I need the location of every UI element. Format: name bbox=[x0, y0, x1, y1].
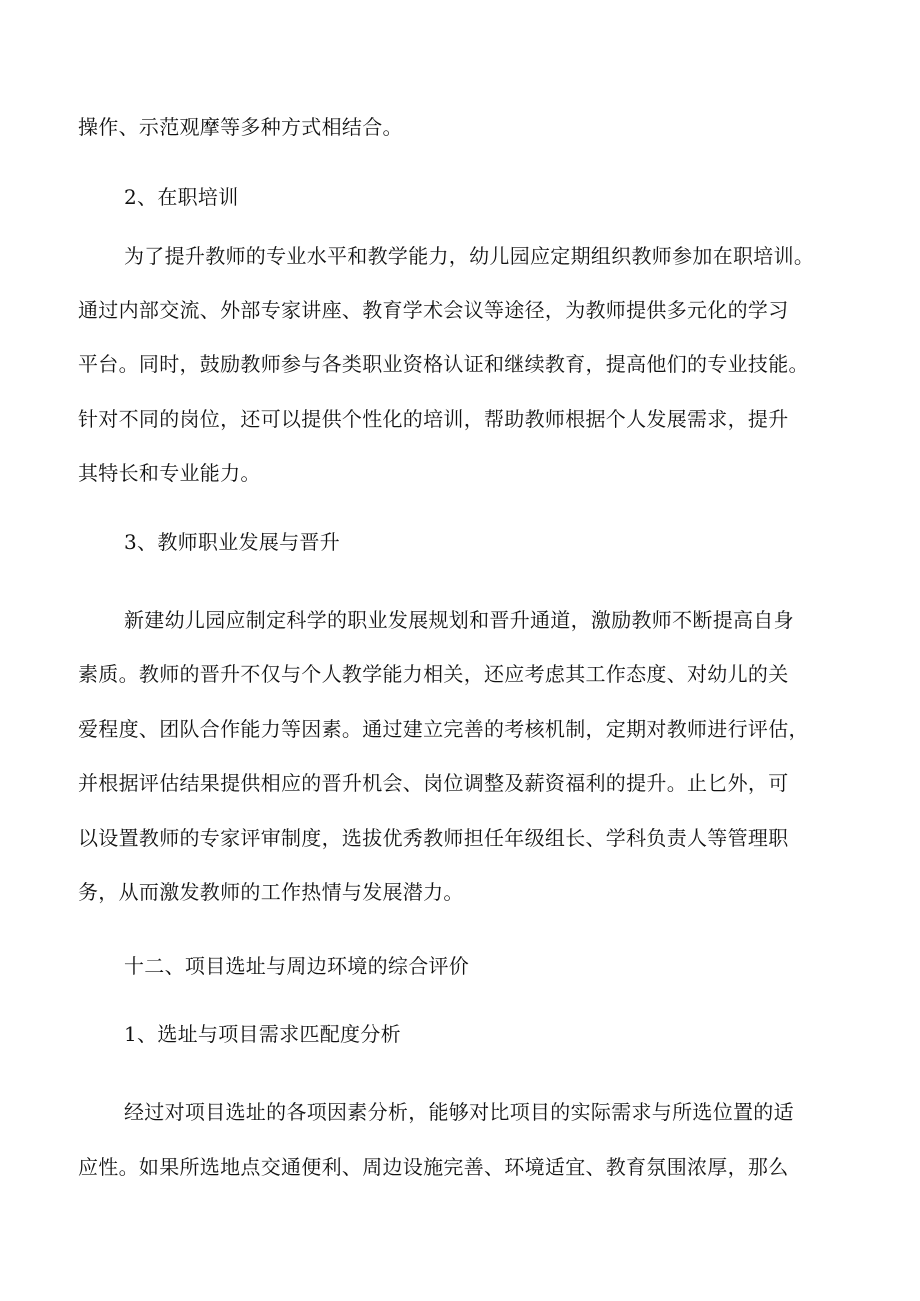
paragraph-line: 其特长和专业能力。 bbox=[78, 461, 261, 485]
section-heading-career-development: 3、教师职业发展与晋升 bbox=[124, 530, 341, 554]
chapter-heading-site-evaluation: 十二、项目选址与周边环境的综合评价 bbox=[124, 954, 470, 978]
section-heading-site-match-analysis: 1、选址与项目需求匹配度分析 bbox=[124, 1022, 401, 1046]
paragraph-line: 爱程度、团队合作能力等因素。通过建立完善的考核机制，定期对教师进行评估， bbox=[78, 717, 809, 741]
paragraph-line: 素质。教师的晋升不仅与个人教学能力相关，还应考虑其工作态度、对幼儿的关 bbox=[78, 662, 789, 686]
paragraph-line: 通过内部交流、外部专家讲座、教育学术会议等途径，为教师提供多元化的学习 bbox=[78, 298, 789, 322]
paragraph-line: 平台。同时，鼓励教师参与各类职业资格认证和继续教育，提高他们的专业技能。 bbox=[78, 352, 809, 376]
paragraph-line: 以设置教师的专家评审制度，选拔优秀教师担任年级组长、学科负责人等管理职 bbox=[78, 826, 789, 850]
paragraph-continuation-line: 操作、示范观摩等多种方式相结合。 bbox=[78, 115, 403, 139]
paragraph-line: 经过对项目选址的各项因素分析，能够对比项目的实际需求与所选位置的适 bbox=[124, 1100, 794, 1124]
paragraph-line: 务，从而激发教师的工作热情与发展潜力。 bbox=[78, 880, 464, 904]
section-heading-in-service-training: 2、在职培训 bbox=[124, 185, 239, 209]
paragraph-line: 并根据评估结果提供相应的晋升机会、岗位调整及薪资福利的提升。止匕外，可 bbox=[78, 771, 789, 795]
paragraph-line: 为了提升教师的专业水平和教学能力，幼儿园应定期组织教师参加在职培训。 bbox=[124, 244, 815, 268]
paragraph-line: 新建幼儿园应制定科学的职业发展规划和晋升通道，激励教师不断提高自身 bbox=[124, 608, 794, 632]
paragraph-line: 针对不同的岗位，还可以提供个性化的培训，帮助教师根据个人发展需求，提升 bbox=[78, 407, 789, 431]
paragraph-line: 应性。如果所选地点交通便利、周边设施完善、环境适宜、教育氛围浓厚，那么 bbox=[78, 1155, 789, 1179]
